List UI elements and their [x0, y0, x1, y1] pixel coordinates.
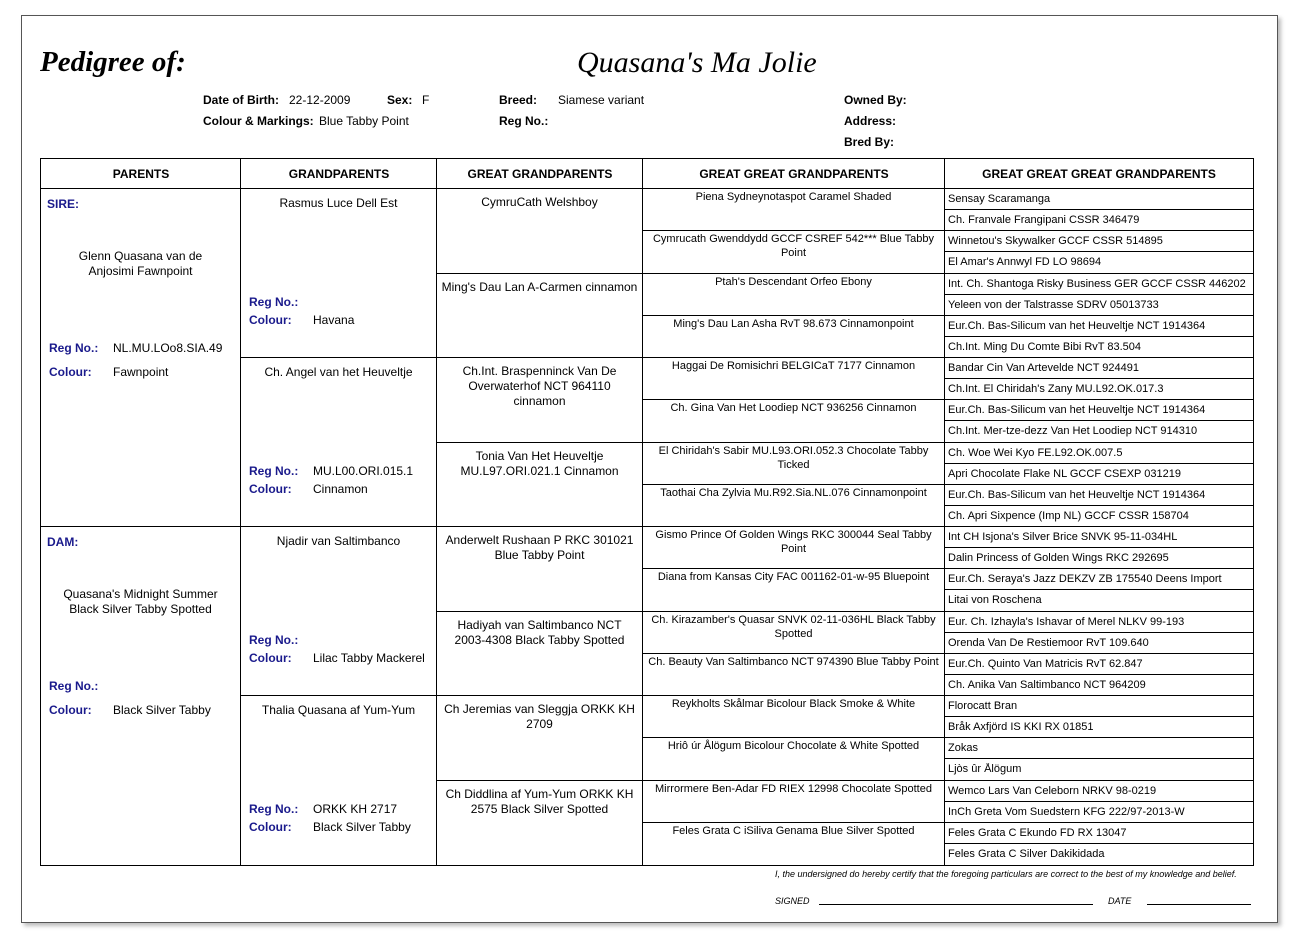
regno-label: Reg No.: [249, 295, 299, 309]
great-great-grandparent-name: Ch. Beauty Van Saltimbanco NCT 974390 Blue Tabby Point [648, 656, 939, 668]
great-great-grandparent-cell [643, 274, 944, 315]
great-great-great-grandparent-name: Ljòs ûr Ålögum [948, 763, 1022, 775]
great-great-great-grandparent-name: El Amar's Annwyl FD LO 98694 [948, 256, 1102, 268]
grandparent-regno [249, 802, 397, 816]
colour-label: Colour: [49, 365, 92, 379]
date-label: DATE [1108, 896, 1132, 906]
signature-line [819, 904, 1093, 905]
colour-value: Black Silver Tabby [113, 703, 211, 717]
great-great-great-grandparent-name: Eur.Ch. Seraya's Jazz DEKZV ZB 175540 Deens Import [948, 573, 1222, 585]
great-great-great-grandparent-cell [945, 590, 1252, 610]
great-great-great-grandparent-name: Apri Chocolate Flake NL GCCF CSEXP 031219 [948, 468, 1181, 480]
parent-role: SIRE: [47, 197, 80, 211]
great-great-great-grandparent-name: Bråk Axfjörd IS KKI RX 01851 [948, 721, 1094, 733]
parent-name: Quasana's Midnight Summer Black Silver Tabby Spotted [63, 587, 218, 616]
great-grandparent-name: Anderwelt Rushaan P RKC 301021 Blue Tabby Point [445, 533, 634, 562]
great-great-grandparent-name: Ming's Dau Lan Asha RvT 98.673 Cinnamonpoint [673, 318, 914, 330]
great-great-great-grandparent-cell [945, 675, 1252, 695]
great-great-great-grandparent-name: Sensay Scaramanga [948, 193, 1051, 205]
great-great-great-grandparent-cell [945, 400, 1252, 420]
great-great-great-grandparent-cell [945, 696, 1252, 716]
great-great-great-grandparent-cell [945, 295, 1252, 315]
great-great-grandparent-cell [643, 231, 944, 272]
great-great-grandparent-cell [643, 696, 944, 737]
great-great-grandparent-name: El Chiridah's Sabir MU.L93.ORI.052.3 Chocolate Tabby Ticked [658, 445, 929, 471]
great-great-great-grandparent-cell [945, 358, 1252, 378]
great-great-great-grandparent-name: Zokas [948, 742, 978, 754]
great-great-grandparent-cell [643, 443, 944, 484]
great-great-great-grandparent-name: Eur.Ch. Bas-Silicum van het Heuveltje NCT 1914364 [948, 404, 1206, 416]
grandparent-regno [249, 295, 313, 309]
great-grandparent-name: Ch Jeremias van Sleggja ORKK KH 2709 [444, 702, 635, 731]
great-great-grandparent-cell [643, 358, 944, 399]
great-great-great-grandparent-name: InCh Greta Vom Suedstern KFG 222/97-2013-W [948, 806, 1185, 818]
great-great-grandparent-name: Cymrucath Gwenddydd GCCF CSREF 542*** Blue Tabby Point [652, 233, 935, 259]
column-header: GRANDPARENTS [288, 167, 390, 181]
great-great-great-grandparent-cell [945, 485, 1252, 505]
great-great-grandparent-cell [643, 485, 944, 526]
great-grandparent-name: Ch.Int. Braspenninck Van De Overwaterhof NCT 964110 cinnamon [462, 364, 617, 408]
colour-value: Black Silver Tabby [313, 820, 411, 834]
colour-label: Colour: [49, 703, 92, 717]
great-great-great-grandparent-name: Winnetou's Skywalker GCCF CSSR 514895 [948, 235, 1163, 247]
great-great-great-grandparent-cell [945, 612, 1252, 632]
great-great-grandparent-name: Haggai De Romisichri BELGICaT 7177 Cinnamon [671, 360, 916, 372]
column-header: GREAT GREAT GRANDPARENTS [699, 167, 889, 181]
great-great-great-grandparent-cell [945, 443, 1252, 463]
grandparent-colour [249, 313, 354, 327]
great-grandparent-cell [437, 527, 642, 611]
signed-label: SIGNED [775, 896, 810, 906]
great-great-great-grandparent-cell [945, 633, 1252, 653]
great-great-grandparent-name: Ch. Kirazamber's Quasar SNVK 02-11-036HL Black Tabby Spotted [651, 614, 936, 640]
great-great-grandparent-name: Reykholts Skålmar Bicolour Black Smoke & White [671, 698, 916, 710]
grandparent-cell [241, 527, 436, 695]
breed-value: Siamese variant [558, 93, 645, 107]
column-header: GREAT GREAT GREAT GRANDPARENTS [982, 167, 1216, 181]
great-great-grandparent-cell [643, 189, 944, 230]
grandparent-colour [249, 482, 368, 496]
grandparent-name: Ch. Angel van het Heuveltje [264, 365, 413, 379]
great-great-grandparent-cell [643, 569, 944, 610]
great-grandparent-cell [437, 443, 642, 527]
great-great-great-grandparent-name: Feles Grata C Silver Dakikidada [948, 848, 1105, 860]
grandparent-name: Thalia Quasana af Yum-Yum [261, 703, 416, 717]
great-great-great-grandparent-cell [945, 802, 1252, 822]
great-great-grandparent-name: Ch. Gina Van Het Loodiep NCT 936256 Cinnamon [670, 402, 917, 414]
sex-value: F [422, 93, 430, 107]
address-label: Address: [844, 114, 897, 128]
great-great-grandparent-cell [643, 823, 944, 864]
owned-by-label: Owned By: [844, 93, 907, 107]
great-great-great-grandparent-name: Ch.Int. El Chiridah's Zany MU.L92.OK.017.3 [948, 383, 1164, 395]
great-grandparent-name: Hadiyah van Saltimbanco NCT 2003-4308 Black Tabby Spotted [454, 618, 625, 647]
grandparent-cell [241, 189, 436, 357]
great-great-great-grandparent-name: Bandar Cin Van Artevelde NCT 924491 [948, 362, 1139, 374]
column-header: PARENTS [112, 167, 170, 181]
great-great-great-grandparent-cell [945, 654, 1252, 674]
colour-value: Lilac Tabby Mackerel [313, 651, 425, 665]
regno-label: Reg No.: [49, 679, 99, 693]
grandparent-colour [249, 820, 411, 834]
great-grandparent-cell [437, 358, 642, 442]
great-great-great-grandparent-name: Feles Grata C Ekundo FD RX 13047 [948, 827, 1127, 839]
great-great-great-grandparent-cell [945, 844, 1252, 864]
great-great-grandparent-name: Taothai Cha Zylvia Mu.R92.Sia.NL.076 Cinnamonpoint [660, 487, 927, 499]
colour-label: Colour: [249, 820, 292, 834]
great-great-great-grandparent-cell [945, 379, 1252, 399]
cat-name: Quasana's Ma Jolie [577, 46, 817, 79]
grandparent-cell [241, 358, 436, 526]
pedigree-title-label: Pedigree of: [40, 46, 186, 78]
regno-value: NL.MU.LOo8.SIA.49 [113, 341, 223, 355]
great-great-great-grandparent-name: Ch. Apri Sixpence (Imp NL) GCCF CSSR 158704 [948, 510, 1189, 522]
parent-cell [41, 189, 240, 526]
great-great-grandparent-cell [643, 781, 944, 822]
great-great-great-grandparent-cell [945, 464, 1252, 484]
regno-label: Reg No.: [499, 114, 549, 128]
grandparent-cell [241, 696, 436, 864]
colour-label: Colour & Markings: [203, 114, 314, 128]
great-great-grandparent-cell [643, 612, 944, 653]
great-great-great-grandparent-cell [945, 210, 1252, 230]
great-great-great-grandparent-cell [945, 823, 1252, 843]
regno-label: Reg No.: [249, 633, 299, 647]
great-great-great-grandparent-cell [945, 759, 1252, 779]
great-great-great-grandparent-name: Eur.Ch. Bas-Silicum van het Heuveltje NCT 1914364 [948, 489, 1206, 501]
great-great-grandparent-name: Piena Sydneynotaspot Caramel Shaded [695, 191, 892, 203]
grandparent-name: Rasmus Luce Dell Est [279, 196, 398, 210]
great-great-grandparent-name: Diana from Kansas City FAC 001162-01-w-95 Bluepoint [657, 571, 930, 583]
great-great-great-grandparent-name: Int. Ch. Shantoga Risky Business GER GCCF CSSR 446202 [948, 278, 1246, 290]
great-great-great-grandparent-cell [945, 569, 1252, 589]
regno-label: Reg No.: [49, 341, 99, 355]
great-great-great-grandparent-cell [945, 231, 1252, 251]
great-great-great-grandparent-name: Ch.Int. Ming Du Comte Bibi RvT 83.504 [948, 341, 1141, 353]
great-grandparent-cell [437, 612, 642, 696]
great-great-great-grandparent-name: Dalin Princess of Golden Wings RKC 292695 [948, 552, 1169, 564]
great-great-grandparent-name: Hriô úr Ålögum Bicolour Chocolate & White Spotted [667, 740, 920, 752]
column-header: GREAT GRANDPARENTS [467, 167, 613, 181]
bred-by-label: Bred By: [844, 135, 895, 149]
great-grandparent-cell [437, 274, 642, 358]
great-grandparent-name: Ming's Dau Lan A-Carmen cinnamon [441, 280, 638, 294]
great-great-grandparent-cell [643, 654, 944, 695]
dob-label: Date of Birth: [203, 93, 279, 107]
grandparent-name: Njadir van Saltimbanco [276, 534, 401, 548]
dob-value: 22-12-2009 [289, 93, 351, 107]
great-great-great-grandparent-cell [945, 527, 1252, 547]
great-great-great-grandparent-cell [945, 189, 1252, 209]
great-great-great-grandparent-name: Ch. Woe Wei Kyo FE.L92.OK.007.5 [948, 447, 1123, 459]
great-great-grandparent-name: Feles Grata C iSiliva Genama Blue Silver Spotted [672, 825, 915, 837]
great-great-great-grandparent-name: Florocatt Bran [948, 700, 1018, 712]
parent-colour [49, 365, 168, 379]
colour-value: Fawnpoint [113, 365, 169, 379]
regno-value: ORKK KH 2717 [313, 802, 398, 816]
great-great-great-grandparent-cell [945, 421, 1252, 441]
great-great-grandparent-name: Ptah's Descendant Orfeo Ebony [715, 276, 872, 288]
great-grandparent-name: CymruCath Welshboy [481, 195, 598, 209]
great-great-great-grandparent-cell [945, 781, 1252, 801]
great-great-great-grandparent-name: Ch.Int. Mer-tze-dezz Van Het Loodiep NCT 914310 [948, 425, 1198, 437]
great-great-great-grandparent-cell [945, 252, 1252, 272]
regno-value: MU.L00.ORI.015.1 [313, 464, 414, 478]
great-grandparent-cell [437, 189, 642, 273]
grandparent-regno [249, 464, 413, 478]
colour-label: Colour: [249, 651, 292, 665]
pedigree-table [40, 158, 1254, 866]
colour-value: Cinnamon [313, 482, 368, 496]
great-grandparent-cell [437, 781, 642, 865]
great-great-great-grandparent-name: Ch. Franvale Frangipani CSSR 346479 [948, 214, 1140, 226]
parent-regno [49, 679, 113, 693]
great-great-grandparent-cell [643, 738, 944, 779]
parent-role: DAM: [47, 535, 79, 549]
great-great-great-grandparent-cell [945, 548, 1252, 568]
great-great-great-grandparent-name: Litai von Roschena [948, 594, 1042, 606]
great-grandparent-name: Tonia Van Het Heuveltje MU.L97.ORI.021.1 Cinnamon [460, 449, 619, 478]
pedigree-page [21, 15, 1278, 923]
parent-name: Glenn Quasana van de Anjosimi Fawnpoint [78, 249, 203, 278]
great-great-great-grandparent-cell [945, 274, 1252, 294]
great-great-grandparent-name: Gismo Prince Of Golden Wings RKC 300044 Seal Tabby Point [655, 529, 932, 555]
great-great-great-grandparent-name: Orenda Van De Restiemoor RvT 109.640 [948, 637, 1149, 649]
regno-label: Reg No.: [249, 802, 299, 816]
colour-label: Colour: [249, 482, 292, 496]
great-great-great-grandparent-cell [945, 738, 1252, 758]
great-great-great-grandparent-cell [945, 337, 1252, 357]
colour-value: Havana [313, 313, 355, 327]
great-grandparent-name: Ch Diddlina af Yum-Yum ORKK KH 2575 Black Silver Spotted [445, 787, 634, 816]
regno-label: Reg No.: [249, 464, 299, 478]
great-great-grandparent-cell [643, 527, 944, 568]
parent-cell [41, 527, 240, 864]
great-great-great-grandparent-name: Yeleen von der Talstrasse SDRV 05013733 [948, 299, 1159, 311]
great-great-great-grandparent-cell [945, 316, 1252, 336]
great-great-great-grandparent-name: Eur. Ch. Izhayla's Ishavar of Merel NLKV 99-193 [948, 616, 1185, 628]
great-great-great-grandparent-name: Eur.Ch. Bas-Silicum van het Heuveltje NCT 1914364 [948, 320, 1206, 332]
date-line [1147, 904, 1251, 905]
grandparent-colour [249, 651, 425, 665]
great-great-great-grandparent-cell [945, 506, 1252, 526]
parent-regno [49, 341, 222, 355]
parent-colour [49, 703, 211, 717]
great-great-great-grandparent-name: Wemco Lars Van Celeborn NRKV 98-0219 [948, 785, 1157, 797]
grandparent-regno [249, 633, 313, 647]
great-great-great-grandparent-name: Int CH Isjona's Silver Brice SNVK 95-11-034HL [948, 531, 1178, 543]
great-great-grandparent-cell [643, 316, 944, 357]
great-grandparent-cell [437, 696, 642, 780]
colour-value: Blue Tabby Point [319, 114, 409, 128]
sex-label: Sex: [387, 93, 413, 107]
certification-text: I, the undersigned do hereby certify that the foregoing particulars are correct to the best of my knowledge and belief. [775, 869, 1237, 879]
great-great-great-grandparent-cell [945, 717, 1252, 737]
breed-label: Breed: [499, 93, 538, 107]
colour-label: Colour: [249, 313, 292, 327]
great-great-grandparent-cell [643, 400, 944, 441]
great-great-great-grandparent-name: Ch. Anika Van Saltimbanco NCT 964209 [948, 679, 1146, 691]
great-great-great-grandparent-name: Eur.Ch. Quinto Van Matricis RvT 62.847 [948, 658, 1143, 670]
great-great-grandparent-name: Mirrormere Ben-Adar FD RIEX 12998 Chocolate Spotted [655, 783, 932, 795]
